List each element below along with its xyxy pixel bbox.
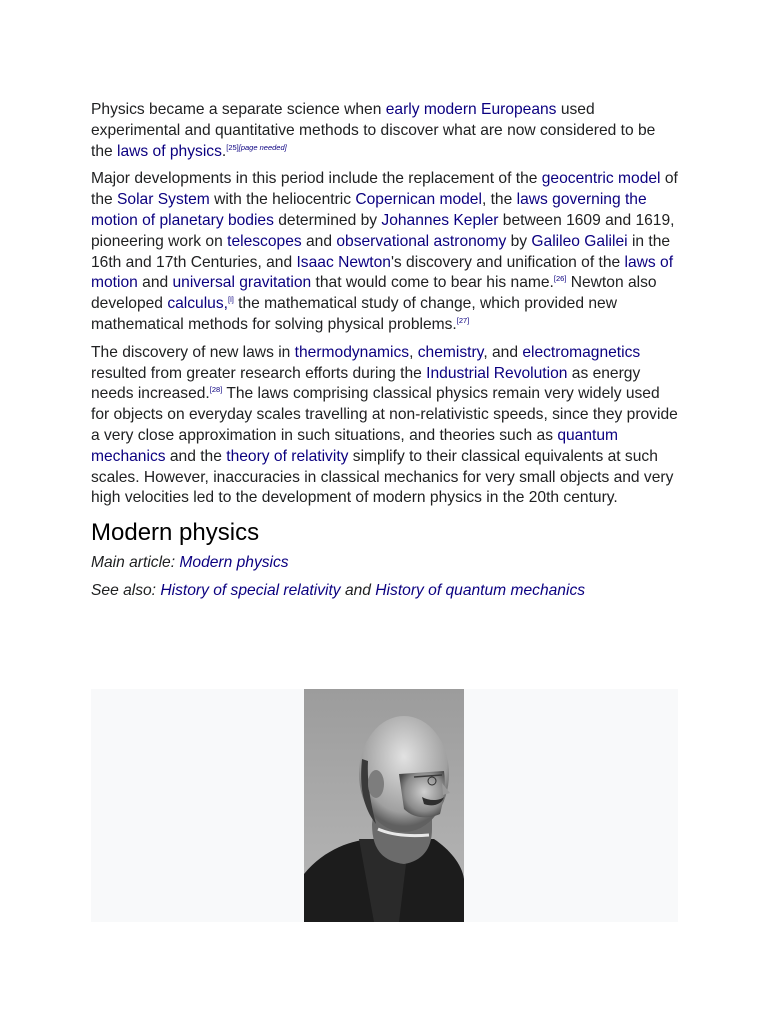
link-early-modern-europeans[interactable]: early modern Europeans [385,101,557,118]
text: between 1609 and 1619, pioneering work on [91,211,675,250]
text: , and [483,343,523,361]
link-laws-of-physics[interactable]: laws of physics [117,142,222,160]
link-observational-astronomy[interactable]: observational astronomy [336,232,507,250]
link-chemistry[interactable]: chemistry [417,343,484,361]
paragraph-early-modern [91,100,681,162]
reference-28[interactable] [210,385,223,394]
see-also-hatnote [91,581,681,602]
link-electromagnetics[interactable]: electromagnetics [522,343,641,361]
text: 's discovery and unification of the [390,253,625,271]
text: and [137,274,173,292]
link-history-special-relativity[interactable]: History of special relativity [160,581,341,599]
link-keplers-laws[interactable]: laws governing the motion of planetary bodies [91,191,647,229]
text: . [221,142,227,160]
text: used experimental and quantitative methods to discover what are now considered to be the [91,101,656,160]
link-telescopes[interactable]: telescopes [227,232,302,250]
text: resulted from greater research efforts during the [91,364,427,382]
text: and [301,232,337,250]
link-universal-gravitation[interactable]: universal gravitation [172,274,312,292]
figure-container [91,689,678,922]
reference-link[interactable]: [26] [553,274,567,284]
reference-26[interactable] [554,274,567,283]
section-heading-modern-physics: Modern physics [91,519,260,547]
text: and the [165,447,227,465]
text: , the [481,191,517,209]
reference-27[interactable] [457,316,470,325]
reference-link[interactable]: [27] [456,315,470,325]
text: in the 16th and 17th Centuries, and [91,232,671,271]
hatnote-label: See also: [91,581,161,599]
link-copernican-model[interactable]: Copernican model [355,191,482,209]
link-calculus[interactable]: calculus, [167,295,228,313]
link-isaac-newton[interactable]: Isaac Newton [296,253,391,271]
reference-25[interactable] [226,142,239,151]
link-geocentric-model[interactable]: geocentric model [541,170,661,188]
link-galileo-galilei[interactable]: Galileo Galilei [531,232,628,250]
text: by [506,232,532,250]
page-needed-link[interactable]: [page needed] [238,142,287,152]
hatnote-label: Main article: [91,554,180,572]
text: simplify to their classical equivalents at such scales. However, inaccuracies in classical mechanics for very small objects and very high velocities led to the development of modern physics in the 20th century. [91,447,674,507]
reference-link[interactable]: [28] [209,385,223,395]
link-quantum-mechanics[interactable]: quantum mechanics [91,426,619,465]
link-main-article-modern-physics[interactable]: Modern physics [179,554,289,572]
text: , [409,343,418,361]
link-solar-system[interactable]: Solar System [117,191,210,209]
text: as energy needs increased. [91,364,641,403]
text: with the heliocentric [209,191,356,209]
paragraph-major-developments [91,169,681,335]
text: The laws comprising classical physics remain very widely used for objects on everyday scales travelling at non-relativistic speeds, since they provide a very close approximation in such situations, and theories such as [91,385,678,444]
note-link[interactable]: [l] [227,294,234,304]
text: that would come to bear his name. [311,274,554,292]
text: Newton also developed [91,274,657,313]
link-history-quantum-mechanics[interactable]: History of quantum mechanics [375,581,586,599]
text: Major developments in this period include the replacement of the [91,170,542,188]
portrait-image [304,689,464,922]
reference-link[interactable]: [25] [226,142,239,152]
text: Physics became a separate science when [91,101,386,118]
paragraph-classical-physics [91,343,681,509]
text: determined by [273,211,382,229]
text: and [340,581,376,599]
portrait-photo[interactable] [304,689,464,922]
link-johannes-kepler[interactable]: Johannes Kepler [381,211,499,229]
text: the mathematical study of change, which provided new mathematical methods for solving physical problems. [91,295,617,333]
link-laws-of-motion[interactable]: laws of motion [91,253,674,292]
page-needed-tag[interactable] [239,142,287,151]
link-thermodynamics[interactable]: thermodynamics [294,343,410,361]
main-article-hatnote [91,553,681,574]
link-industrial-revolution[interactable]: Industrial Revolution [426,364,568,382]
link-theory-of-relativity[interactable]: theory of relativity [226,447,349,465]
text: The discovery of new laws in [91,343,295,361]
text: of the [91,170,678,209]
article-body [91,100,681,609]
